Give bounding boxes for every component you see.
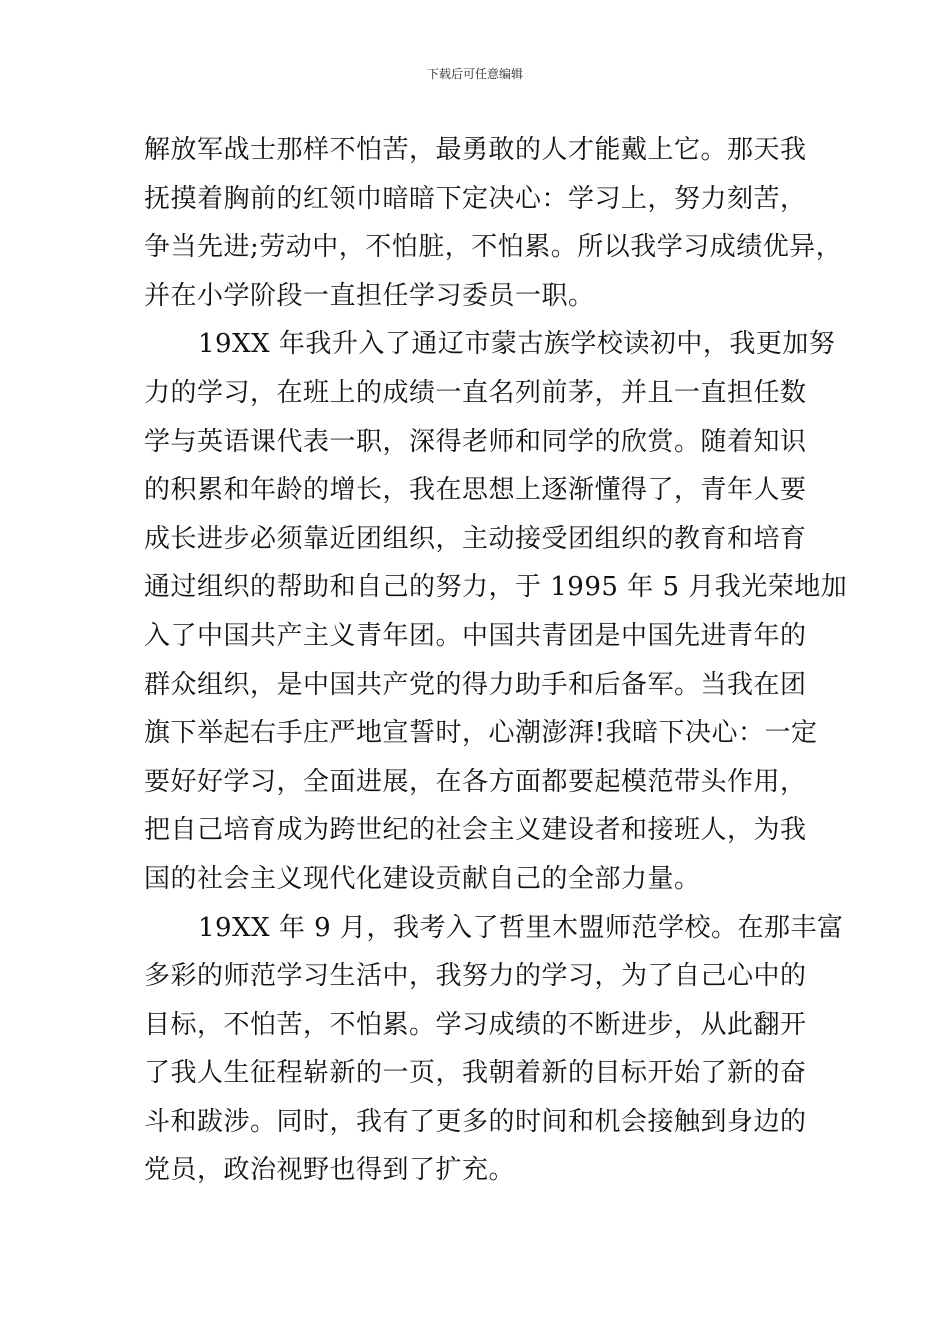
- body-line: 国的社会主义现代化建设贡献自己的全部力量。: [144, 863, 701, 894]
- body-text: [144, 126, 848, 1195]
- body-line: 抚摸着胸前的红领巾暗暗下定决心：学习上，努力刻苦，: [144, 183, 807, 214]
- page-header-note: 下载后可任意编辑: [426, 67, 523, 81]
- body-line: 斗和跋涉。同时，我有了更多的时间和机会接触到身边的: [144, 1106, 807, 1137]
- body-line: 目标，不怕苦，不怕累。学习成绩的不断进步，从此翻开: [144, 1009, 807, 1040]
- body-line: 群众组织，是中国共产党的得力助手和后备军。当我在团: [144, 669, 807, 700]
- body-line: 19XX 年我升入了通辽市蒙古族学校读初中，我更加努: [198, 329, 836, 360]
- body-line: 争当先进;劳动中，不怕脏，不怕累。所以我学习成绩优异，: [144, 232, 843, 263]
- body-line: 19XX 年 9 月，我考入了哲里木盟师范学校。在那丰富: [198, 912, 844, 943]
- body-line: 旗下举起右手庄严地宣誓时，心潮澎湃!我暗下决心：一定: [144, 718, 818, 749]
- body-line: 入了中国共产主义青年团。中国共青团是中国先进青年的: [144, 620, 807, 651]
- body-line: 解放军战士那样不怕苦，最勇敢的人才能戴上它。那天我: [144, 135, 807, 165]
- body-line: 并在小学阶段一直担任学习委员一职。: [144, 280, 595, 311]
- body-line: 要好好学习，全面进展，在各方面都要起模范带头作用，: [144, 766, 807, 797]
- body-line: 了我人生征程崭新的一页，我朝着新的目标开始了新的奋: [144, 1058, 807, 1089]
- body-line: 成长进步必须靠近团组织，主动接受团组织的教育和培育: [144, 523, 807, 554]
- body-line: 通过组织的帮助和自己的努力，于 1995 年 5 月我光荣地加: [144, 572, 848, 603]
- body-line: 的积累和年龄的增长，我在思想上逐渐懂得了，青年人要: [144, 475, 807, 506]
- body-line: 力的学习，在班上的成绩一直名列前茅，并且一直担任数: [144, 377, 807, 408]
- body-line: 学与英语课代表一职，深得老师和同学的欣赏。随着知识: [144, 426, 807, 457]
- body-line: 把自己培育成为跨世纪的社会主义建设者和接班人，为我: [144, 815, 807, 846]
- body-line: 多彩的师范学习生活中，我努力的学习，为了自己心中的: [144, 961, 807, 992]
- body-line: 党员，政治视野也得到了扩充。: [144, 1155, 516, 1186]
